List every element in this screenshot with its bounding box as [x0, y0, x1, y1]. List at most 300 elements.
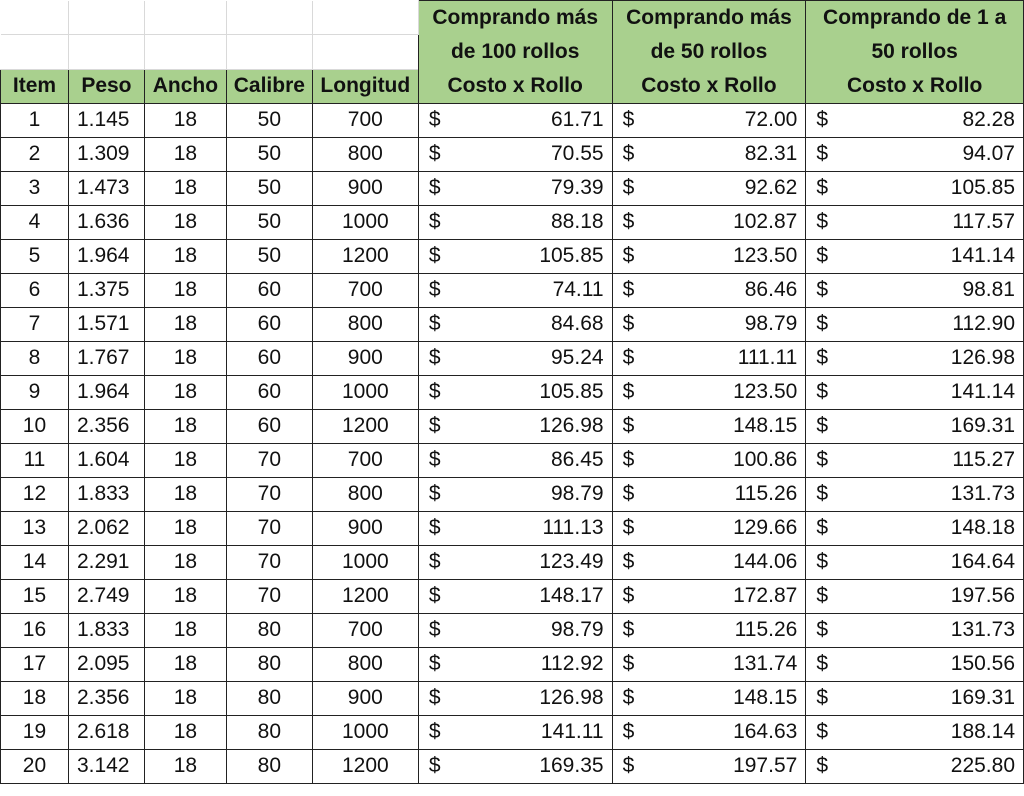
cell-costo-100[interactable]: [418, 409, 612, 443]
currency-symbol: $: [428, 550, 441, 573]
cell-item[interactable]: 20: [1, 749, 69, 783]
cell-costo-1-50[interactable]: [806, 511, 1024, 545]
cell-item[interactable]: 12: [1, 477, 69, 511]
cell-calibre[interactable]: 60: [226, 341, 312, 375]
cell-longitud[interactable]: 1000: [312, 545, 418, 579]
currency-symbol: $: [622, 448, 635, 471]
cost-value: 115.26: [734, 618, 798, 641]
cell-calibre[interactable]: 70: [226, 443, 312, 477]
cell-costo-50[interactable]: [612, 715, 806, 749]
empty-cell[interactable]: [226, 1, 312, 35]
cell-ancho[interactable]: 18: [144, 681, 226, 715]
cell-calibre[interactable]: 70: [226, 579, 312, 613]
cell-costo-50[interactable]: [612, 409, 806, 443]
cell-costo-1-50[interactable]: [806, 239, 1024, 273]
cell-item[interactable]: 14: [1, 545, 69, 579]
cell-item[interactable]: 17: [1, 647, 69, 681]
cell-costo-50[interactable]: [612, 103, 806, 137]
group-header-1-50[interactable]: Comprando de 1 a 50 rollos: [806, 1, 1024, 70]
currency-symbol: $: [428, 448, 441, 471]
cost-value: 111.11: [737, 346, 798, 369]
cell-longitud[interactable]: 800: [312, 647, 418, 681]
cell-costo-50[interactable]: [612, 341, 806, 375]
cell-longitud[interactable]: 1000: [312, 205, 418, 239]
currency-symbol: $: [816, 244, 828, 267]
cell-item[interactable]: 8: [1, 341, 69, 375]
cell-costo-100[interactable]: [418, 477, 612, 511]
cell-costo-100[interactable]: [418, 307, 612, 341]
currency-symbol: $: [816, 652, 828, 675]
cell-calibre[interactable]: 60: [226, 273, 312, 307]
cost-value: 172.87: [733, 584, 798, 607]
currency-symbol: $: [428, 618, 441, 641]
table-row: [1, 681, 1024, 715]
cell-costo-100[interactable]: [418, 273, 612, 307]
cost-value: 197.56: [950, 584, 1015, 607]
currency-symbol: $: [816, 618, 828, 641]
currency-symbol: $: [428, 176, 441, 199]
currency-symbol: $: [816, 210, 828, 233]
currency-symbol: $: [622, 516, 635, 539]
cell-ancho[interactable]: 18: [144, 307, 226, 341]
cell-peso[interactable]: 2.618: [68, 715, 144, 749]
cell-longitud[interactable]: 1000: [312, 375, 418, 409]
empty-cell[interactable]: [312, 1, 418, 35]
cell-item[interactable]: 3: [1, 171, 69, 205]
cell-costo-100[interactable]: [418, 239, 612, 273]
cost-value: 84.68: [551, 312, 604, 335]
cell-item[interactable]: 1: [1, 103, 69, 137]
column-header-row: [1, 69, 1024, 103]
cost-value: 131.73: [950, 482, 1015, 505]
cell-costo-1-50[interactable]: [806, 443, 1024, 477]
currency-symbol: $: [816, 108, 828, 131]
cell-costo-1-50[interactable]: [806, 647, 1024, 681]
currency-symbol: $: [622, 618, 635, 641]
table-row: [1, 205, 1024, 239]
cost-value: 105.85: [539, 380, 604, 403]
header-costo-50[interactable]: Costo x Rollo: [612, 69, 806, 103]
table-row: [1, 545, 1024, 579]
cell-calibre[interactable]: 50: [226, 239, 312, 273]
currency-symbol: $: [622, 550, 635, 573]
cost-value: 169.31: [950, 686, 1015, 709]
cell-costo-100[interactable]: [418, 443, 612, 477]
cell-costo-50[interactable]: [612, 239, 806, 273]
cell-calibre[interactable]: 80: [226, 681, 312, 715]
cell-peso[interactable]: 2.356: [68, 409, 144, 443]
currency-symbol: $: [816, 278, 828, 301]
cell-peso[interactable]: 1.375: [68, 273, 144, 307]
cell-peso[interactable]: 1.833: [68, 477, 144, 511]
cost-value: 164.64: [950, 550, 1015, 573]
cost-value: 141.14: [950, 244, 1015, 267]
cell-costo-50[interactable]: [612, 443, 806, 477]
cost-value: 131.73: [950, 618, 1015, 641]
cost-value: 188.14: [950, 720, 1015, 743]
cost-value: 82.28: [962, 108, 1015, 131]
table-row: [1, 103, 1024, 137]
cell-costo-100[interactable]: [418, 375, 612, 409]
cell-peso[interactable]: 1.309: [68, 137, 144, 171]
cell-ancho[interactable]: 18: [144, 545, 226, 579]
currency-symbol: $: [816, 686, 828, 709]
currency-symbol: $: [816, 346, 828, 369]
currency-symbol: $: [428, 278, 441, 301]
cell-peso[interactable]: 1.604: [68, 443, 144, 477]
cell-costo-50[interactable]: [612, 205, 806, 239]
empty-cell[interactable]: [1, 1, 69, 35]
currency-symbol: $: [428, 482, 441, 505]
cell-peso[interactable]: 3.142: [68, 749, 144, 783]
table-row: [1, 579, 1024, 613]
cost-value: 123.49: [539, 550, 604, 573]
cell-ancho[interactable]: 18: [144, 579, 226, 613]
cell-peso[interactable]: 1.767: [68, 341, 144, 375]
cell-ancho[interactable]: 18: [144, 511, 226, 545]
table-row: [1, 409, 1024, 443]
cell-costo-1-50[interactable]: [806, 103, 1024, 137]
cell-item[interactable]: 10: [1, 409, 69, 443]
cell-ancho[interactable]: 18: [144, 443, 226, 477]
currency-symbol: $: [428, 142, 441, 165]
cell-ancho[interactable]: 18: [144, 647, 226, 681]
cell-longitud[interactable]: 800: [312, 307, 418, 341]
table-row: [1, 341, 1024, 375]
cell-calibre[interactable]: 50: [226, 171, 312, 205]
cell-item[interactable]: 11: [1, 443, 69, 477]
cell-ancho[interactable]: 18: [144, 239, 226, 273]
cell-longitud[interactable]: 700: [312, 443, 418, 477]
empty-cell[interactable]: [68, 35, 144, 69]
cost-value: 94.07: [962, 142, 1015, 165]
cell-ancho[interactable]: 18: [144, 409, 226, 443]
cell-costo-100[interactable]: [418, 103, 612, 137]
cell-calibre[interactable]: 50: [226, 137, 312, 171]
cost-value: 129.66: [733, 516, 798, 539]
cell-costo-100[interactable]: [418, 749, 612, 783]
cell-ancho[interactable]: 18: [144, 341, 226, 375]
cell-item[interactable]: 4: [1, 205, 69, 239]
empty-cell[interactable]: [312, 35, 418, 69]
cell-costo-1-50[interactable]: [806, 613, 1024, 647]
cell-calibre[interactable]: 80: [226, 647, 312, 681]
cell-longitud[interactable]: 700: [312, 613, 418, 647]
empty-cell[interactable]: [144, 1, 226, 35]
currency-symbol: $: [622, 176, 635, 199]
table-row: [1, 137, 1024, 171]
cell-calibre[interactable]: 50: [226, 205, 312, 239]
cost-value: 115.27: [952, 448, 1015, 471]
cost-value: 86.45: [551, 448, 604, 471]
cell-costo-50[interactable]: [612, 681, 806, 715]
currency-symbol: $: [816, 414, 828, 437]
table-row: [1, 749, 1024, 783]
cell-costo-1-50[interactable]: [806, 715, 1024, 749]
cell-costo-1-50[interactable]: [806, 681, 1024, 715]
cell-longitud[interactable]: 1200: [312, 409, 418, 443]
cell-costo-50[interactable]: [612, 307, 806, 341]
cell-costo-1-50[interactable]: [806, 273, 1024, 307]
cell-longitud[interactable]: 900: [312, 171, 418, 205]
currency-symbol: $: [622, 312, 635, 335]
cell-calibre[interactable]: 60: [226, 375, 312, 409]
cost-value: 86.46: [744, 278, 798, 301]
cell-costo-1-50[interactable]: [806, 409, 1024, 443]
cell-calibre[interactable]: 60: [226, 409, 312, 443]
currency-symbol: $: [622, 278, 635, 301]
cell-calibre[interactable]: 70: [226, 477, 312, 511]
cell-longitud[interactable]: 1200: [312, 239, 418, 273]
currency-symbol: $: [622, 380, 635, 403]
cell-costo-100[interactable]: [418, 613, 612, 647]
currency-symbol: $: [816, 176, 828, 199]
cell-costo-100[interactable]: [418, 511, 612, 545]
cost-value: 148.15: [733, 686, 798, 709]
currency-symbol: $: [622, 686, 635, 709]
currency-symbol: $: [622, 346, 635, 369]
cost-value: 169.31: [950, 414, 1015, 437]
cell-longitud[interactable]: 900: [312, 341, 418, 375]
currency-symbol: $: [816, 142, 828, 165]
cell-calibre[interactable]: 60: [226, 307, 312, 341]
cell-peso[interactable]: 2.062: [68, 511, 144, 545]
cell-longitud[interactable]: 1000: [312, 715, 418, 749]
cell-costo-1-50[interactable]: [806, 205, 1024, 239]
cell-longitud[interactable]: 800: [312, 137, 418, 171]
table-row: [1, 239, 1024, 273]
cell-calibre[interactable]: 70: [226, 545, 312, 579]
cell-item[interactable]: 16: [1, 613, 69, 647]
table-row: [1, 477, 1024, 511]
cost-value: 197.57: [733, 754, 798, 777]
cell-longitud[interactable]: 900: [312, 681, 418, 715]
cell-longitud[interactable]: 900: [312, 511, 418, 545]
cell-item[interactable]: 13: [1, 511, 69, 545]
cell-peso[interactable]: 1.964: [68, 375, 144, 409]
cost-value: 102.87: [733, 210, 798, 233]
table-row: [1, 613, 1024, 647]
cell-costo-50[interactable]: [612, 273, 806, 307]
cost-value: 225.80: [950, 754, 1015, 777]
table-row: [1, 715, 1024, 749]
cell-costo-50[interactable]: [612, 375, 806, 409]
cell-costo-100[interactable]: [418, 647, 612, 681]
currency-symbol: $: [622, 584, 635, 607]
cell-costo-50[interactable]: [612, 511, 806, 545]
empty-cell[interactable]: [68, 1, 144, 35]
cost-value: 141.11: [540, 720, 604, 743]
cell-peso[interactable]: 2.356: [68, 681, 144, 715]
cost-value: 111.13: [542, 516, 604, 539]
cell-costo-100[interactable]: [418, 715, 612, 749]
cell-costo-100[interactable]: [418, 205, 612, 239]
cost-value: 112.92: [540, 652, 604, 675]
cell-costo-50[interactable]: [612, 477, 806, 511]
currency-symbol: $: [622, 482, 635, 505]
cell-peso[interactable]: 1.964: [68, 239, 144, 273]
cost-value: 115.26: [734, 482, 798, 505]
currency-symbol: $: [622, 108, 635, 131]
cell-costo-50[interactable]: [612, 613, 806, 647]
currency-symbol: $: [816, 312, 828, 335]
cell-item[interactable]: 19: [1, 715, 69, 749]
currency-symbol: $: [428, 414, 441, 437]
currency-symbol: $: [622, 720, 635, 743]
cell-peso[interactable]: 1.473: [68, 171, 144, 205]
cost-value: 148.15: [733, 414, 798, 437]
cell-calibre[interactable]: 70: [226, 511, 312, 545]
cost-value: 100.86: [733, 448, 798, 471]
header-costo-100[interactable]: Costo x Rollo: [418, 69, 612, 103]
cost-value: 105.85: [950, 176, 1015, 199]
currency-symbol: $: [816, 550, 828, 573]
cell-ancho[interactable]: 18: [144, 749, 226, 783]
table-row: [1, 647, 1024, 681]
currency-symbol: $: [622, 210, 635, 233]
cell-ancho[interactable]: 18: [144, 375, 226, 409]
empty-cell[interactable]: [1, 35, 69, 69]
group-header-100[interactable]: Comprando más de 100 rollos: [418, 1, 612, 70]
cell-ancho[interactable]: 18: [144, 103, 226, 137]
header-longitud[interactable]: Longitud: [312, 69, 418, 103]
cell-ancho[interactable]: 18: [144, 171, 226, 205]
currency-symbol: $: [622, 142, 635, 165]
cell-ancho[interactable]: 18: [144, 477, 226, 511]
currency-symbol: $: [816, 448, 828, 471]
currency-symbol: $: [428, 754, 441, 777]
header-calibre[interactable]: Calibre: [226, 69, 312, 103]
currency-symbol: $: [622, 754, 635, 777]
cost-value: 169.35: [539, 754, 604, 777]
cell-costo-1-50[interactable]: [806, 579, 1024, 613]
cell-longitud[interactable]: 1200: [312, 749, 418, 783]
cost-value: 150.56: [950, 652, 1015, 675]
cell-ancho[interactable]: 18: [144, 715, 226, 749]
cell-costo-100[interactable]: [418, 681, 612, 715]
cell-costo-100[interactable]: [418, 545, 612, 579]
cell-costo-50[interactable]: [612, 137, 806, 171]
cell-costo-1-50[interactable]: [806, 171, 1024, 205]
cost-value: 79.39: [551, 176, 604, 199]
cell-peso[interactable]: 1.636: [68, 205, 144, 239]
cell-costo-100[interactable]: [418, 171, 612, 205]
cell-costo-100[interactable]: [418, 579, 612, 613]
table-row: [1, 273, 1024, 307]
cost-value: 95.24: [551, 346, 604, 369]
cell-costo-1-50[interactable]: [806, 307, 1024, 341]
group-header-50[interactable]: Comprando más de 50 rollos: [612, 1, 806, 70]
cell-peso[interactable]: 1.833: [68, 613, 144, 647]
cell-longitud[interactable]: 1200: [312, 579, 418, 613]
currency-symbol: $: [622, 414, 635, 437]
currency-symbol: $: [428, 686, 441, 709]
cost-value: 88.18: [551, 210, 604, 233]
currency-symbol: $: [816, 482, 828, 505]
header-peso[interactable]: Peso: [68, 69, 144, 103]
cost-value: 82.31: [744, 142, 798, 165]
header-costo-1-50[interactable]: Costo x Rollo: [806, 69, 1024, 103]
cell-calibre[interactable]: 50: [226, 103, 312, 137]
cost-value: 98.79: [551, 618, 604, 641]
cell-costo-50[interactable]: [612, 749, 806, 783]
header-row-1: [1, 1, 1024, 35]
cell-ancho[interactable]: 18: [144, 273, 226, 307]
currency-symbol: $: [428, 516, 441, 539]
cost-value: 123.50: [733, 244, 798, 267]
currency-symbol: $: [428, 720, 441, 743]
cell-item[interactable]: 15: [1, 579, 69, 613]
header-item[interactable]: Item: [1, 69, 69, 103]
cell-ancho[interactable]: 18: [144, 137, 226, 171]
currency-symbol: $: [816, 720, 828, 743]
cell-item[interactable]: 2: [1, 137, 69, 171]
cell-item[interactable]: 6: [1, 273, 69, 307]
currency-symbol: $: [816, 584, 828, 607]
cost-value: 131.74: [733, 652, 798, 675]
empty-cell[interactable]: [226, 35, 312, 69]
cell-ancho[interactable]: 18: [144, 205, 226, 239]
cell-costo-100[interactable]: [418, 137, 612, 171]
currency-symbol: $: [428, 312, 441, 335]
cell-longitud[interactable]: 700: [312, 103, 418, 137]
cell-peso[interactable]: 2.749: [68, 579, 144, 613]
cost-value: 117.57: [952, 210, 1015, 233]
cell-ancho[interactable]: 18: [144, 613, 226, 647]
cost-value: 126.98: [539, 414, 604, 437]
cell-costo-1-50[interactable]: [806, 545, 1024, 579]
cell-costo-50[interactable]: [612, 579, 806, 613]
cell-item[interactable]: 7: [1, 307, 69, 341]
cost-value: 126.98: [539, 686, 604, 709]
cell-item[interactable]: 9: [1, 375, 69, 409]
cell-costo-1-50[interactable]: [806, 749, 1024, 783]
cell-costo-1-50[interactable]: [806, 341, 1024, 375]
empty-cell[interactable]: [144, 35, 226, 69]
cell-calibre[interactable]: 80: [226, 715, 312, 749]
cell-costo-50[interactable]: [612, 647, 806, 681]
cost-value: 141.14: [950, 380, 1015, 403]
cell-calibre[interactable]: 80: [226, 749, 312, 783]
cell-peso[interactable]: 1.571: [68, 307, 144, 341]
cell-costo-50[interactable]: [612, 545, 806, 579]
table-row: [1, 307, 1024, 341]
cell-costo-100[interactable]: [418, 341, 612, 375]
cell-item[interactable]: 18: [1, 681, 69, 715]
cell-costo-50[interactable]: [612, 171, 806, 205]
cell-costo-1-50[interactable]: [806, 375, 1024, 409]
cell-longitud[interactable]: 800: [312, 477, 418, 511]
cell-longitud[interactable]: 700: [312, 273, 418, 307]
currency-symbol: $: [428, 380, 441, 403]
cell-costo-1-50[interactable]: [806, 477, 1024, 511]
cell-calibre[interactable]: 80: [226, 613, 312, 647]
cost-value: 148.18: [950, 516, 1015, 539]
cell-peso[interactable]: 1.145: [68, 103, 144, 137]
cost-value: 105.85: [539, 244, 604, 267]
currency-symbol: $: [622, 652, 635, 675]
cell-peso[interactable]: 2.291: [68, 545, 144, 579]
currency-symbol: $: [816, 754, 828, 777]
cell-costo-1-50[interactable]: [806, 137, 1024, 171]
cell-item[interactable]: 5: [1, 239, 69, 273]
table-row: [1, 375, 1024, 409]
cost-value: 61.71: [551, 108, 604, 131]
header-ancho[interactable]: Ancho: [144, 69, 226, 103]
table-row: [1, 443, 1024, 477]
currency-symbol: $: [622, 244, 635, 267]
cell-peso[interactable]: 2.095: [68, 647, 144, 681]
